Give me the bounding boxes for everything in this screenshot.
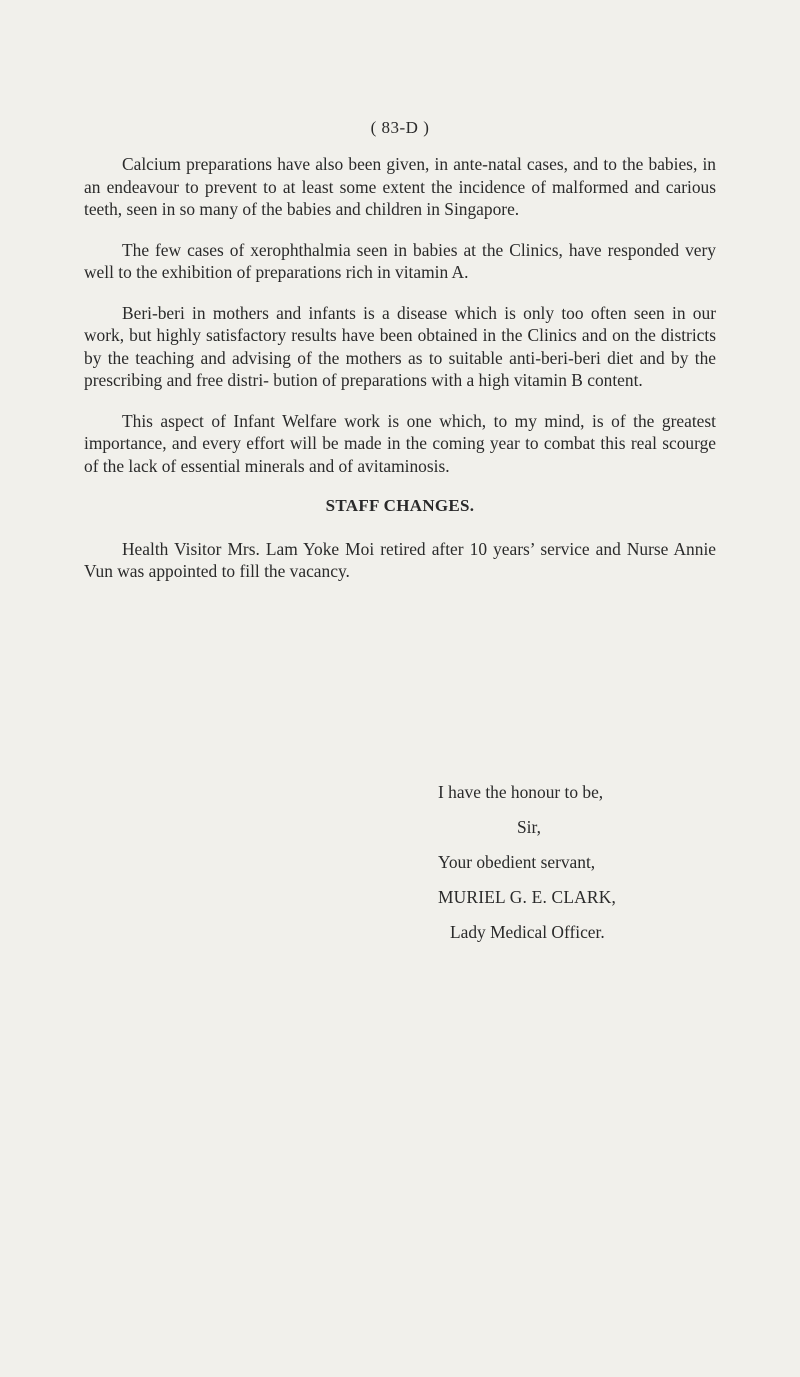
closing-servant-line: Your obedient servant, [438,852,596,872]
closing-salutation: Sir, [517,817,541,837]
page-number: ( 83-D ) [370,118,430,137]
section-heading-staff-changes: STAFF CHANGES. [325,496,475,515]
letter-closing [438,781,758,956]
signatory-title: Lady Medical Officer. [450,922,605,942]
paragraph-xerophthalmia: The few cases of xerophthalmia seen in babies at the Clinics, have responded very well to the exhibition of preparations rich in vitamin A. [84,239,716,282]
paragraph-infant-welfare: This aspect of Infant Welfare work is one which, to my mind, is of the greatest importance, and every effort will be made in the coming year to combat this real scourge of the lack of essential minerals and of avitaminosis. [84,410,716,476]
paragraph-staff-changes: Health Visitor Mrs. Lam Yoke Moi retired after 10 years’ service and Nurse Annie Vun was appointed to fill the vacancy. [84,538,716,581]
body-text [84,153,716,601]
paragraph-calcium: Calcium preparations have also been given, in ante-natal cases, and to the babies, in an endeavour to prevent to at least some extent the incidence of malformed and carious teeth, seen in so many of the babies and children in Singapore. [84,154,716,219]
paragraph-beri-beri: Beri-beri in mothers and infants is a disease which is only too often seen in our work, but highly satisfactory results have been obtained in the Clinics and on the districts by the teaching and advising of the mothers as to suitable anti-beri-beri diet and by the prescribing and free distri- bution of preparations with a high vitamin B content. [84,302,716,390]
closing-honour-line: I have the honour to be, [438,782,604,802]
signatory-name: MURIEL G. E. CLARK, [438,887,617,907]
